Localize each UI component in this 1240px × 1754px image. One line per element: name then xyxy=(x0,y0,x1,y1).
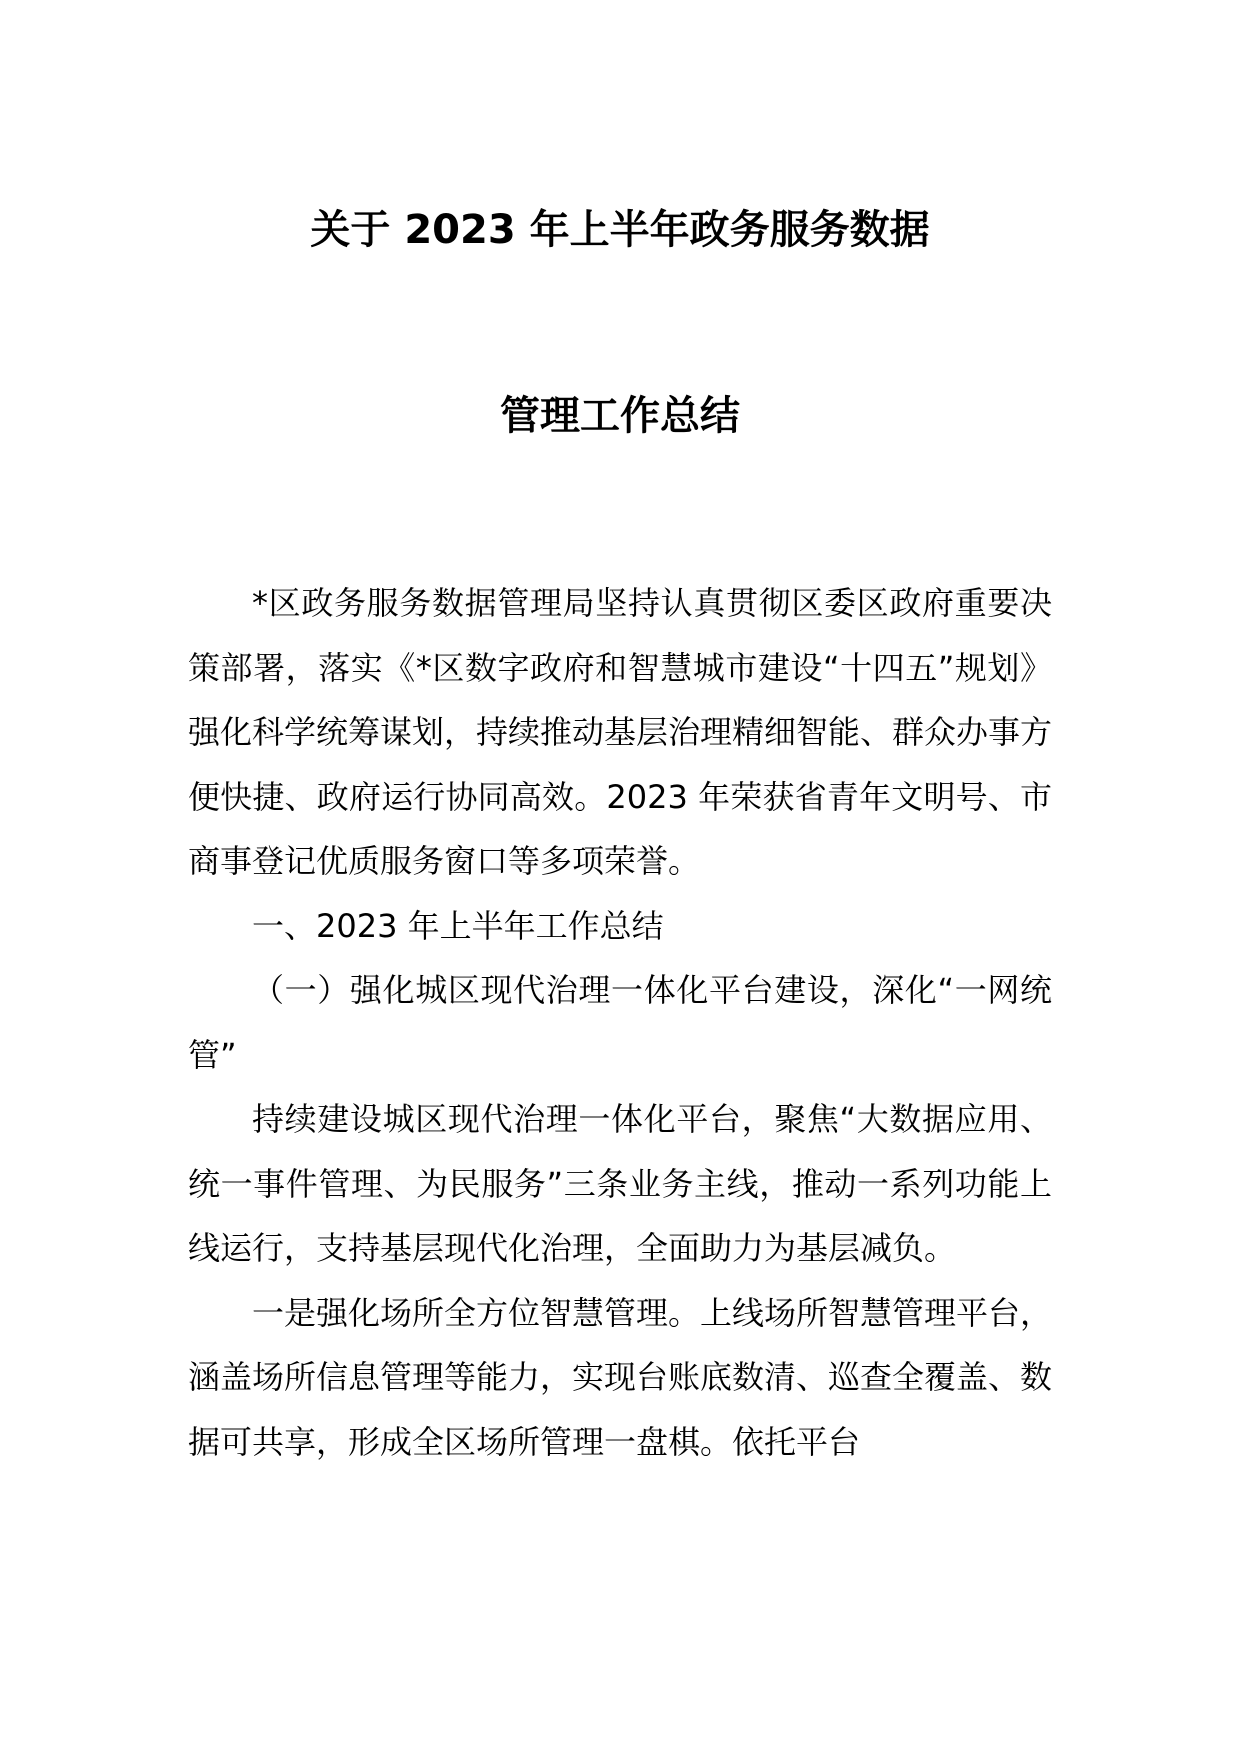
document-title-line-2: 管理工作总结 xyxy=(500,393,740,439)
document-body xyxy=(188,571,1052,1474)
section-heading-1: 一、2023 年上半年工作总结 xyxy=(252,906,664,945)
body-paragraph-1: 持续建设城区现代治理一体化平台，聚焦“大数据应用、统一事件管理、为民服务”三条业务主线，推动一系列功能上线运行，支持基层现代化治理，全面助力为基层减负。 xyxy=(188,1100,1052,1267)
subsection-heading-1: （一）强化城区现代治理一体化平台建设，深化“一网统管” xyxy=(188,971,1052,1074)
intro-paragraph: *区政务服务数据管理局坚持认真贯彻区委区政府重要决策部署，落实《*区数字政府和智慧城市建设“十四五”规划》强化科学统筹谋划，持续推动基层治理精细智能、群众办事方便快捷、政府运行协同高效。2023 年荣获省青年文明号、市商事登记优质服务窗口等多项荣誉。 xyxy=(188,584,1053,880)
body-paragraph-2: 一是强化场所全方位智慧管理。上线场所智慧管理平台，涵盖场所信息管理等能力，实现台账底数清、巡查全覆盖、数据可共享，形成全区场所管理一盘棋。依托平台 xyxy=(188,1293,1053,1461)
document-title-line-1: 关于 2023 年上半年政务服务数据 xyxy=(310,207,930,253)
